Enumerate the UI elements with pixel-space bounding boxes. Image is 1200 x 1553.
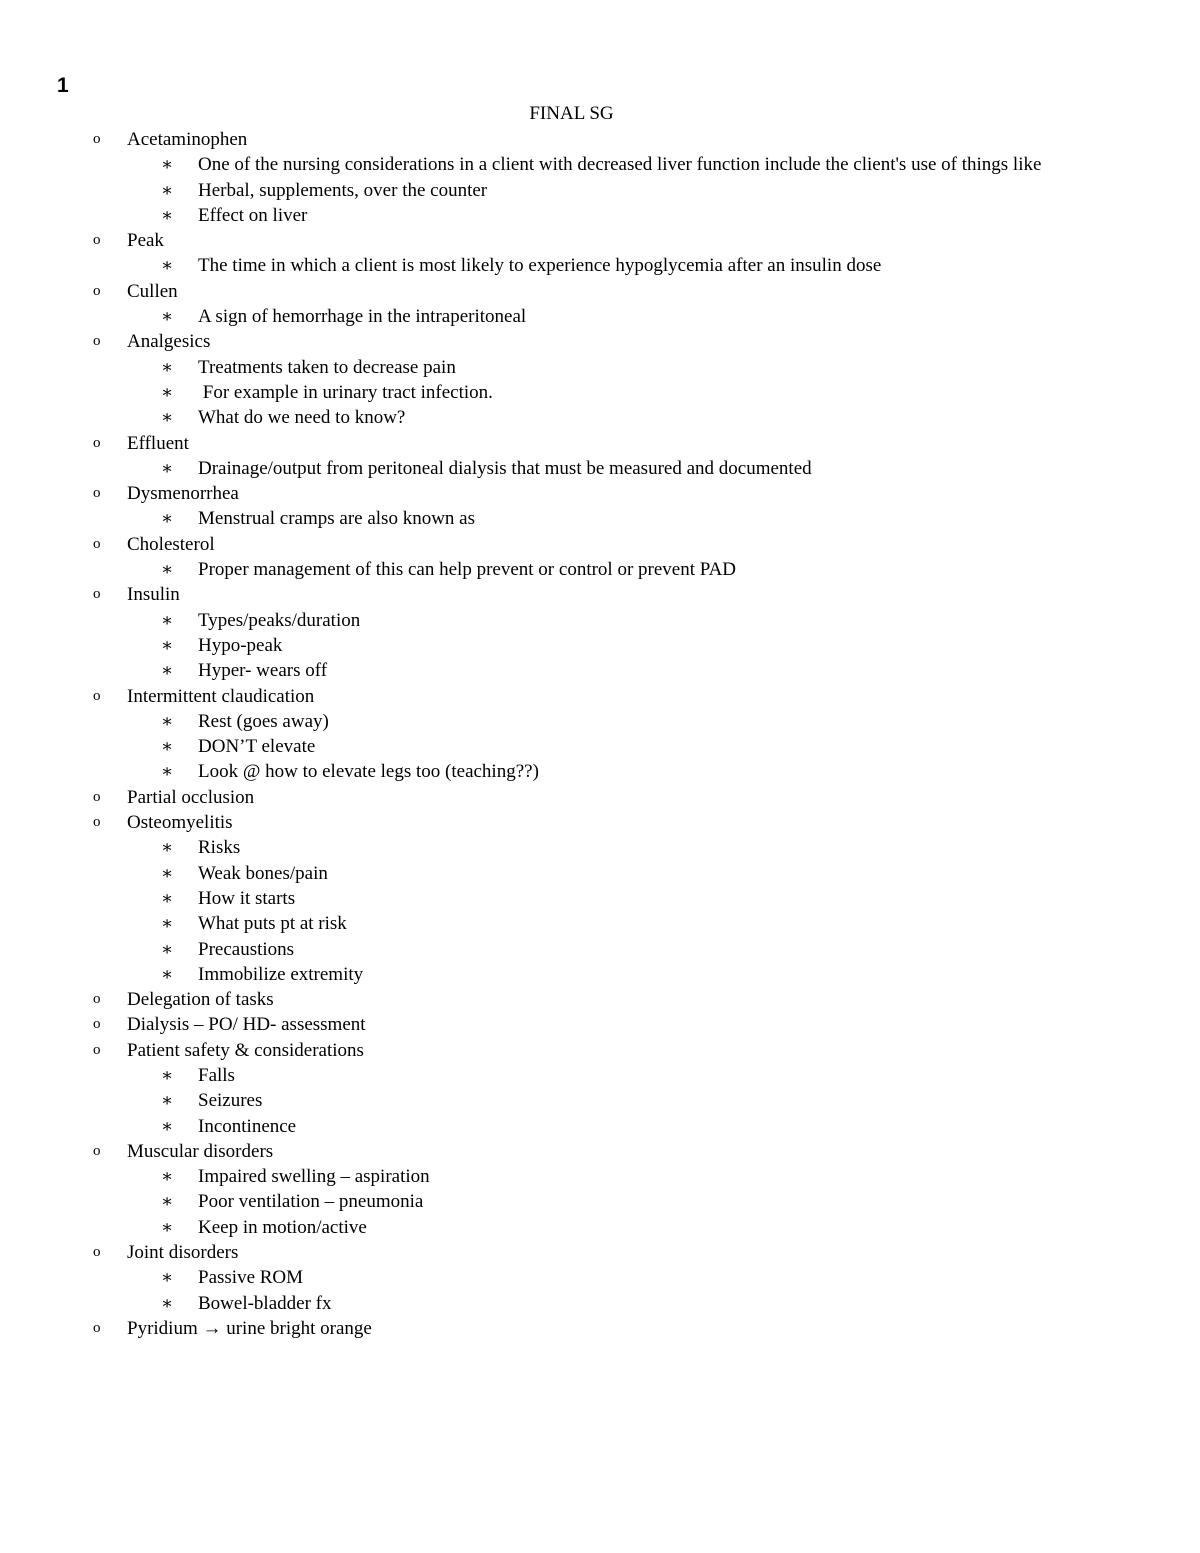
- topic-label: Joint disorders: [127, 1242, 239, 1264]
- outline-topic: [0, 1240, 1200, 1265]
- outline-topic: [0, 228, 1200, 253]
- outline-subitem: [0, 1063, 1200, 1088]
- outline-subitem: [0, 1291, 1200, 1316]
- subitem-text: How it starts: [198, 887, 296, 909]
- subitem-text: Menstrual cramps are also known as: [198, 508, 476, 530]
- subitem-text: Seizures: [198, 1090, 263, 1112]
- outline-subitem: [0, 203, 1200, 228]
- circle-bullet-icon: o: [93, 1319, 101, 1336]
- outline-subitem: [0, 1215, 1200, 1240]
- outline-subitem: [0, 1088, 1200, 1113]
- asterisk-bullet-icon: ∗: [161, 1267, 174, 1288]
- topic-label: Delegation of tasks: [127, 989, 274, 1011]
- asterisk-bullet-icon: ∗: [161, 837, 174, 858]
- subitem-text: What puts pt at risk: [198, 913, 347, 935]
- asterisk-bullet-icon: ∗: [161, 710, 174, 731]
- topic-label: Cullen: [127, 280, 178, 302]
- subitem-text: Falls: [198, 1064, 235, 1086]
- circle-bullet-icon: o: [93, 1142, 101, 1159]
- asterisk-bullet-icon: ∗: [161, 204, 174, 225]
- asterisk-bullet-icon: ∗: [161, 938, 174, 959]
- asterisk-bullet-icon: ∗: [161, 1064, 174, 1085]
- asterisk-bullet-icon: ∗: [161, 1216, 174, 1237]
- circle-bullet-icon: o: [93, 485, 101, 502]
- page-title: FINAL SG: [529, 103, 614, 124]
- outline-topic: [0, 1012, 1200, 1037]
- topic-label: Pyridium → urine bright orange: [127, 1317, 372, 1339]
- topic-label: Partial occlusion: [127, 786, 255, 808]
- subitem-text: For example in urinary tract infection.: [198, 381, 493, 403]
- topic-label: Insulin: [127, 584, 180, 606]
- outline-topic: [0, 532, 1200, 557]
- asterisk-bullet-icon: ∗: [161, 736, 174, 757]
- subitem-text: One of the nursing considerations in a client with decreased liver function include the client's use of things like: [198, 154, 1042, 176]
- subitem-text: Weak bones/pain: [198, 862, 328, 884]
- outline-subitem: [0, 709, 1200, 734]
- circle-bullet-icon: o: [93, 333, 101, 350]
- outline-subitem: [0, 962, 1200, 987]
- asterisk-bullet-icon: ∗: [161, 913, 174, 934]
- outline-topic: [0, 329, 1200, 354]
- asterisk-bullet-icon: ∗: [161, 609, 174, 630]
- asterisk-bullet-icon: ∗: [161, 407, 174, 428]
- topic-label: Patient safety & considerations: [127, 1039, 364, 1061]
- outline-subitem: [0, 557, 1200, 582]
- circle-bullet-icon: o: [93, 535, 101, 552]
- circle-bullet-icon: o: [93, 788, 101, 805]
- subitem-text: Immobilize extremity: [198, 963, 364, 985]
- outline-subitem: [0, 658, 1200, 683]
- subitem-text: Hypo-peak: [198, 634, 283, 656]
- topic-label: Intermittent claudication: [127, 685, 315, 707]
- outline-subitem: [0, 911, 1200, 936]
- circle-bullet-icon: o: [93, 1244, 101, 1261]
- outline-subitem: [0, 886, 1200, 911]
- outline-topic: [0, 1316, 1200, 1341]
- outline-subitem: [0, 178, 1200, 203]
- asterisk-bullet-icon: ∗: [161, 761, 174, 782]
- asterisk-bullet-icon: ∗: [161, 179, 174, 200]
- asterisk-bullet-icon: ∗: [161, 862, 174, 883]
- outline-subitem: [0, 506, 1200, 531]
- outline-subitem: [0, 1114, 1200, 1139]
- outline-subitem: [0, 608, 1200, 633]
- subitem-text: Poor ventilation – pneumonia: [198, 1191, 424, 1213]
- asterisk-bullet-icon: ∗: [161, 508, 174, 529]
- asterisk-bullet-icon: ∗: [161, 1292, 174, 1313]
- asterisk-bullet-icon: ∗: [161, 634, 174, 655]
- subitem-text: Passive ROM: [198, 1267, 304, 1289]
- circle-bullet-icon: o: [93, 232, 101, 249]
- subitem-text: Treatments taken to decrease pain: [198, 356, 456, 378]
- asterisk-bullet-icon: ∗: [161, 963, 174, 984]
- outline-topic: [0, 785, 1200, 810]
- outline-subitem: [0, 380, 1200, 405]
- asterisk-bullet-icon: ∗: [161, 255, 174, 276]
- subitem-text: Proper management of this can help prevent or control or prevent PAD: [198, 559, 737, 581]
- outline-topic: [0, 987, 1200, 1012]
- circle-bullet-icon: o: [93, 1041, 101, 1058]
- circle-bullet-icon: o: [93, 434, 101, 451]
- subitem-text: Incontinence: [198, 1115, 297, 1137]
- subitem-text: Rest (goes away): [198, 710, 329, 732]
- outline-subitem: [0, 1189, 1200, 1214]
- outline-topic: [0, 1038, 1200, 1063]
- outline-subitem: [0, 1164, 1200, 1189]
- subitem-text: Bowel-bladder fx: [198, 1292, 332, 1314]
- asterisk-bullet-icon: ∗: [161, 1115, 174, 1136]
- circle-bullet-icon: o: [93, 131, 101, 147]
- asterisk-bullet-icon: ∗: [161, 356, 174, 377]
- subitem-text: Precaustions: [198, 938, 295, 960]
- topic-label: Acetaminophen: [127, 129, 248, 150]
- subitem-text: Herbal, supplements, over the counter: [198, 179, 488, 201]
- asterisk-bullet-icon: ∗: [161, 1191, 174, 1212]
- outline-topic: [0, 1139, 1200, 1164]
- subitem-text: Drainage/output from peritoneal dialysis that must be measured and documented: [198, 457, 812, 479]
- circle-bullet-icon: o: [93, 991, 101, 1008]
- subitem-text: The time in which a client is most likely to experience hypoglycemia after an insulin dose: [198, 255, 882, 277]
- topic-label: Analgesics: [127, 331, 211, 353]
- asterisk-bullet-icon: ∗: [161, 381, 174, 402]
- subitem-text: Impaired swelling – aspiration: [198, 1166, 430, 1188]
- outline-subitem: [0, 861, 1200, 886]
- topic-label: Dialysis – PO/ HD- assessment: [127, 1014, 366, 1036]
- outline-subitem: [0, 355, 1200, 380]
- topic-label: Dysmenorrhea: [127, 483, 239, 505]
- circle-bullet-icon: o: [93, 282, 101, 299]
- topic-label: Muscular disorders: [127, 1140, 274, 1162]
- outline-topic: [0, 431, 1200, 456]
- subitem-text: Keep in motion/active: [198, 1216, 367, 1238]
- subitem-text: What do we need to know?: [198, 407, 406, 429]
- outline-subitem: [0, 759, 1200, 784]
- asterisk-bullet-icon: ∗: [161, 660, 174, 681]
- asterisk-bullet-icon: ∗: [161, 887, 174, 908]
- outline-subitem: [0, 835, 1200, 860]
- asterisk-bullet-icon: ∗: [161, 559, 174, 580]
- asterisk-bullet-icon: ∗: [161, 457, 174, 478]
- outline-subitem: [0, 734, 1200, 759]
- subitem-text: A sign of hemorrhage in the intraperitoneal: [198, 306, 527, 328]
- outline-subitem: [0, 633, 1200, 658]
- outline-topic: [0, 279, 1200, 304]
- outline-topic: [0, 684, 1200, 709]
- subitem-text: Hyper- wears off: [198, 660, 328, 682]
- outline-list: [0, 127, 1200, 1341]
- topic-label: Osteomyelitis: [127, 812, 233, 834]
- subitem-text: DON’T elevate: [198, 736, 316, 758]
- outline-topic: [0, 582, 1200, 607]
- circle-bullet-icon: o: [93, 687, 101, 704]
- outline-topic: [0, 810, 1200, 835]
- topic-label: Cholesterol: [127, 533, 215, 555]
- outline-subitem: [0, 937, 1200, 962]
- outline-subitem: [0, 405, 1200, 430]
- asterisk-bullet-icon: ∗: [161, 306, 174, 327]
- topic-label: Effluent: [127, 432, 189, 454]
- circle-bullet-icon: o: [93, 586, 101, 603]
- asterisk-bullet-icon: ∗: [161, 154, 174, 175]
- subitem-text: Types/peaks/duration: [198, 609, 361, 631]
- outline-subitem: [0, 152, 1200, 177]
- asterisk-bullet-icon: ∗: [161, 1090, 174, 1111]
- outline-subitem: [0, 1265, 1200, 1290]
- page-number: 1: [57, 74, 69, 97]
- subitem-text: Risks: [198, 837, 241, 859]
- outline-topic: [0, 127, 1200, 152]
- circle-bullet-icon: o: [93, 1016, 101, 1033]
- outline-subitem: [0, 253, 1200, 278]
- circle-bullet-icon: o: [93, 814, 101, 831]
- subitem-text: Effect on liver: [198, 204, 308, 226]
- subitem-text: Look @ how to elevate legs too (teaching??): [198, 761, 539, 783]
- outline-topic: [0, 481, 1200, 506]
- outline-subitem: [0, 456, 1200, 481]
- asterisk-bullet-icon: ∗: [161, 1166, 174, 1187]
- outline-subitem: [0, 304, 1200, 329]
- topic-label: Peak: [127, 230, 164, 252]
